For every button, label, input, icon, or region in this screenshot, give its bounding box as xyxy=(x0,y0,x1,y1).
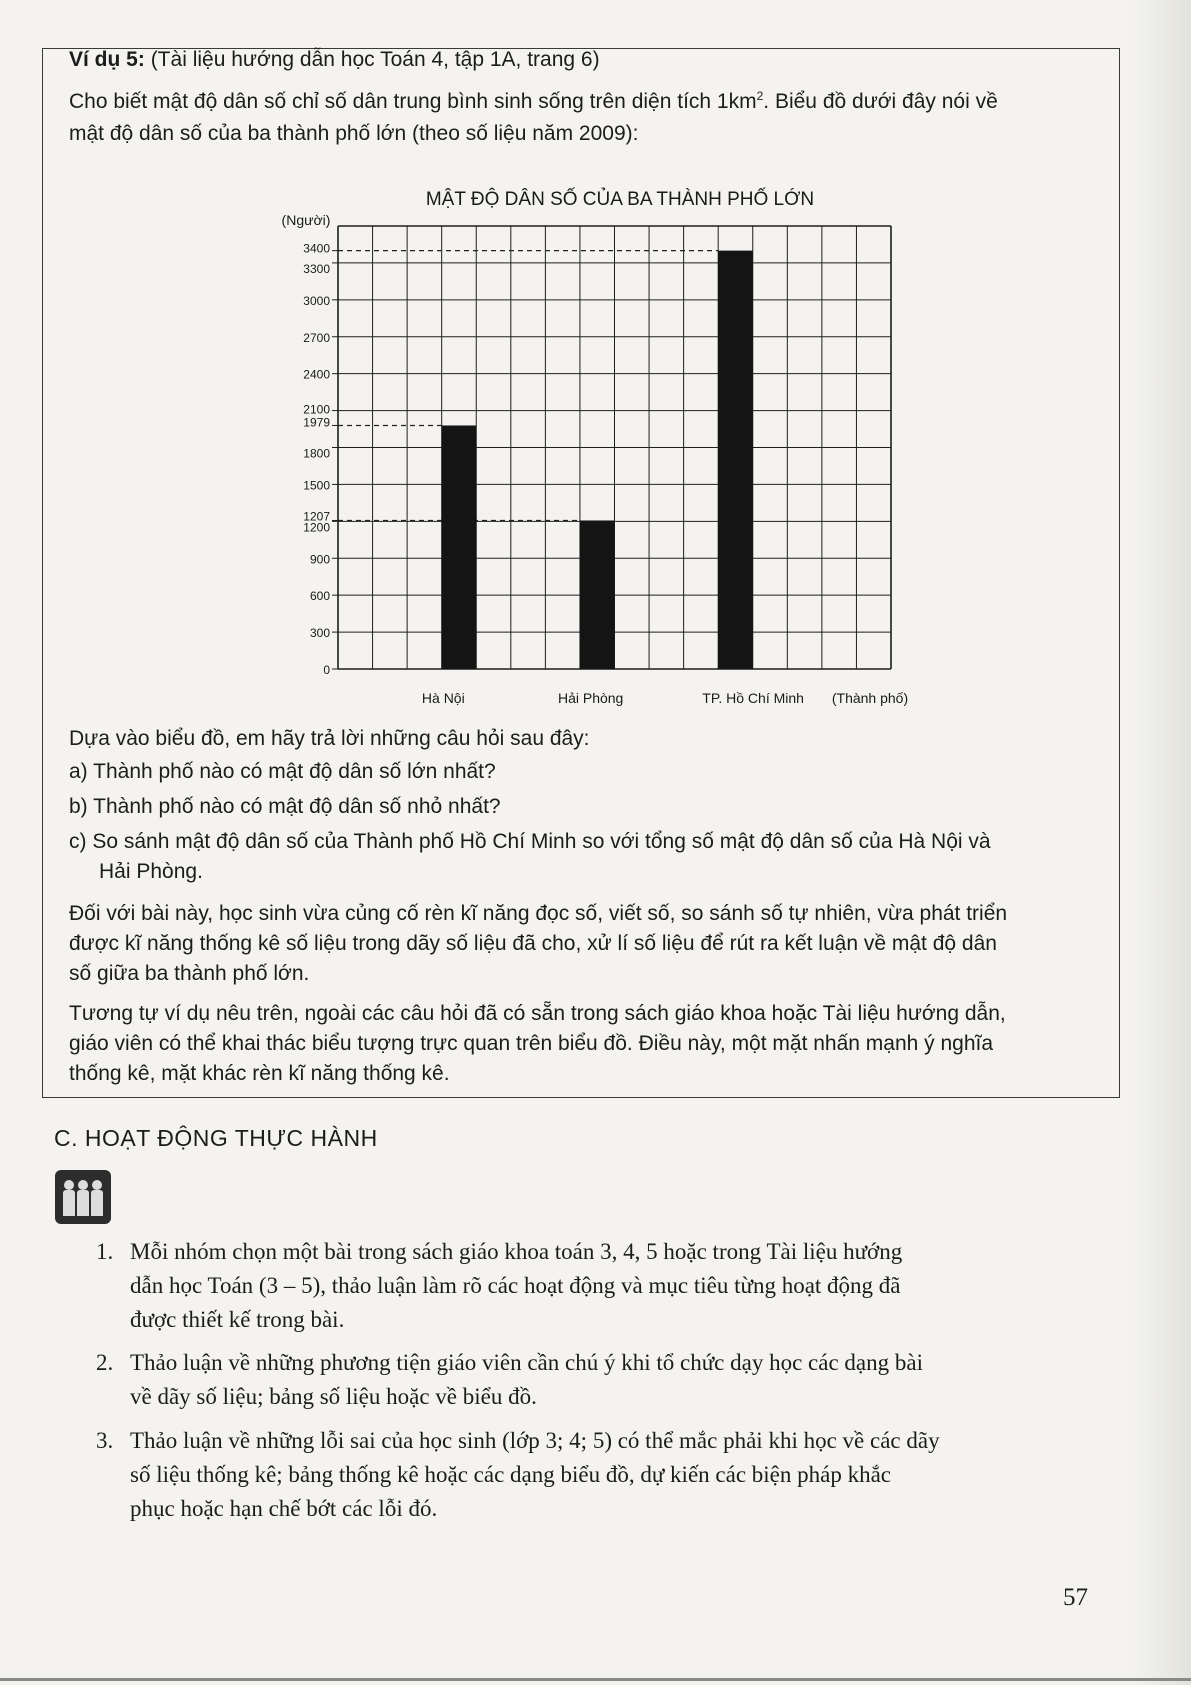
practice-line: số liệu thống kê; bảng thống kê hoặc các dạng biểu đồ, dự kiến các biện pháp khắc xyxy=(130,1462,891,1487)
person-body-icon xyxy=(77,1190,89,1216)
intro-superscript: 2 xyxy=(756,89,764,103)
chart-y-tick-label: 300 xyxy=(309,626,330,641)
practice-line: được thiết kế trong bài. xyxy=(130,1307,345,1332)
question-prompt: Dựa vào biểu đồ, em hãy trả lời những câu hỏi sau đây: xyxy=(69,727,590,750)
person-body-icon xyxy=(91,1190,103,1216)
practice-line: dẫn học Toán (3 – 5), thảo luận làm rõ các hoạt động và mục tiêu từng hoạt động đã xyxy=(130,1273,901,1298)
practice-number: 2. xyxy=(96,1350,114,1375)
chart-title: MẬT ĐỘ DÂN SỐ CỦA BA THÀNH PHỐ LỚN xyxy=(425,189,815,210)
question-b: b) Thành phố nào có mật độ dân số nhỏ nhất? xyxy=(69,795,501,818)
chart-reference-lines xyxy=(338,251,718,521)
chart-y-tick-label: 3000 xyxy=(303,293,330,308)
intro-text-1: Cho biết mật độ dân số chỉ số dân trung bình sinh sống trên diện tích 1km xyxy=(69,90,757,113)
chart-y-tick-label: 3300 xyxy=(303,261,330,276)
intro-text-1-end: . Biểu đồ dưới đây nói về xyxy=(763,90,998,113)
chart-y-tick-label: 1500 xyxy=(303,478,330,493)
chart-x-tick-label: TP. Hồ Chí Minh xyxy=(702,690,804,706)
chart-y-tick-label: 1800 xyxy=(303,446,330,461)
practice-line: Mỗi nhóm chọn một bài trong sách giáo khoa toán 3, 4, 5 hoặc trong Tài liệu hướng xyxy=(130,1239,903,1264)
example-label: Ví dụ 5: xyxy=(69,48,145,71)
person-head-icon xyxy=(92,1180,102,1190)
chart-y-tick-label: 1200 xyxy=(303,520,330,535)
chart-bar xyxy=(718,251,753,669)
chart-y-tick-label: 2100 xyxy=(303,402,330,417)
chart-x-tick-label: Hải Phòng xyxy=(557,690,624,706)
example-source: (Tài liệu hướng dẫn học Toán 4, tập 1A, trang 6) xyxy=(150,48,600,71)
chart-bar xyxy=(442,425,477,669)
intro-line-2: mật độ dân số của ba thành phố lớn (theo số liệu năm 2009): xyxy=(69,122,639,145)
paragraph-2-line-2: giáo viên có thể khai thác biểu tượng trực quan trên biểu đồ. Điều này, một mặt nhấn mạnh ý nghĩa xyxy=(69,1032,994,1055)
chart-y-tick-label: 1207 xyxy=(303,509,330,524)
practice-line: phục hoặc hạn chế bớt các lỗi đó. xyxy=(130,1496,438,1521)
chart-x-ticks xyxy=(422,690,804,706)
chart-x-tick-label: Hà Nội xyxy=(421,690,465,706)
practice-line: Thảo luận về những phương tiện giáo viên cần chú ý khi tổ chức dạy học các dạng bài xyxy=(130,1350,923,1375)
page-bottom-rule xyxy=(0,1678,1191,1681)
practice-line: Thảo luận về những lỗi sai của học sinh (lớp 3; 4; 5) có thể mắc phải khi học về các dãy xyxy=(130,1428,940,1453)
practice-line: về dãy số liệu; bảng số liệu hoặc về biểu đồ. xyxy=(130,1384,537,1409)
chart-x-axis-label: (Thành phố) xyxy=(831,690,909,706)
person-body-icon xyxy=(63,1190,75,1216)
paragraph-1-line-3: số giữa ba thành phố lớn. xyxy=(69,962,310,985)
chart-y-tick-label: 1979 xyxy=(303,415,330,430)
paragraph-2-line-3: thống kê, mặt khác rèn kĩ năng thống kê. xyxy=(69,1062,450,1085)
group-work-icon xyxy=(55,1170,111,1224)
chart-y-tick-label: 3400 xyxy=(303,241,330,256)
chart-bars xyxy=(442,251,753,669)
chart-y-axis-label: (Người) xyxy=(281,212,331,228)
paragraph-1-line-1: Đối với bài này, học sinh vừa củng cố rèn kĩ năng đọc số, viết số, so sánh số tự nhiên, vừa phát triển xyxy=(69,902,1008,925)
section-heading: C. HOẠT ĐỘNG THỰC HÀNH xyxy=(54,1125,378,1151)
practice-number: 3. xyxy=(96,1428,114,1453)
chart-y-tick-label: 2400 xyxy=(303,367,330,382)
chart-y-tick-label: 900 xyxy=(309,552,330,567)
question-c-line-1: c) So sánh mật độ dân số của Thành phố Hồ Chí Minh so với tổng số mật độ dân số của Hà Nội và xyxy=(69,830,991,853)
question-c-line-2: Hải Phòng. xyxy=(99,860,203,883)
chart-y-ticks xyxy=(303,242,338,677)
practice-number: 1. xyxy=(96,1239,114,1264)
page-number: 57 xyxy=(1063,1584,1088,1611)
paragraph-2-line-1: Tương tự ví dụ nêu trên, ngoài các câu hỏi đã có sẵn trong sách giáo khoa hoặc Tài liệu hướng dẫn, xyxy=(69,1002,1006,1025)
person-head-icon xyxy=(64,1180,74,1190)
person-head-icon xyxy=(78,1180,88,1190)
chart-y-tick-label: 600 xyxy=(309,589,330,604)
paragraph-1-line-2: được kĩ năng thống kê số liệu trong dãy số liệu đã cho, xử lí số liệu để rút ra kết luận về mật độ dân xyxy=(69,932,997,955)
chart-bar xyxy=(580,520,615,669)
chart-y-tick-label: 2700 xyxy=(303,330,330,345)
question-a: a) Thành phố nào có mật độ dân số lớn nhất? xyxy=(69,760,496,783)
chart-y-tick-label: 0 xyxy=(323,663,330,677)
